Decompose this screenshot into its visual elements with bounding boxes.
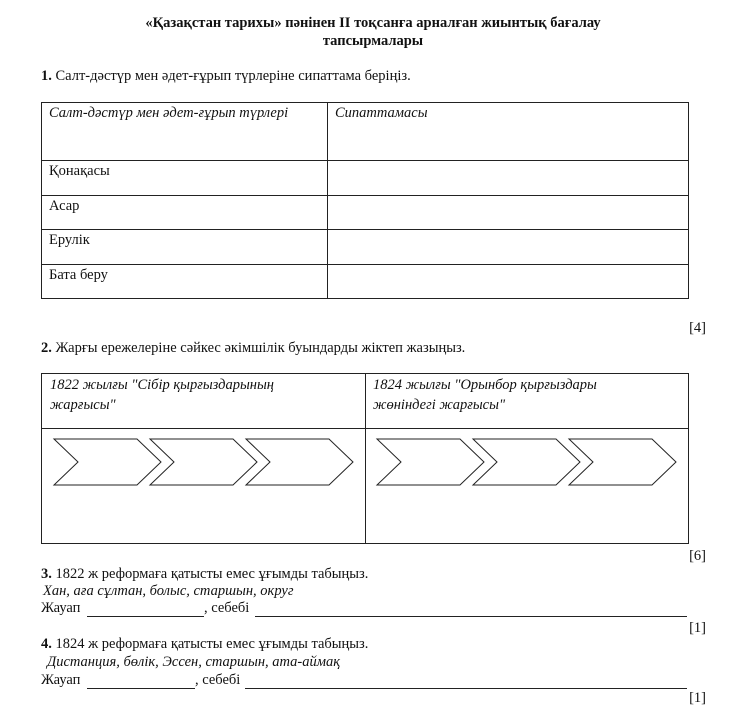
- answer-cell-3[interactable]: [328, 230, 689, 265]
- charter-1822-header: [50, 375, 274, 415]
- question-3-answer-label: Жауап: [41, 600, 81, 616]
- traditions-table: [41, 102, 689, 299]
- question-4-answer-label: Жауап: [41, 672, 81, 688]
- question-3-number: 3.: [41, 566, 52, 582]
- question-1: [41, 68, 411, 85]
- table-header-description: Сипаттамасы: [328, 103, 689, 161]
- table-row-label: Ерулік: [42, 230, 328, 265]
- question-1-number: 1.: [41, 68, 52, 84]
- answer-cell-4[interactable]: [328, 265, 689, 299]
- charter-1824-header-line1: 1824 жылғы "Орынбор қырғыздары: [373, 377, 597, 393]
- table-row-label: Асар: [42, 196, 328, 230]
- chevron-arrow-icon: [246, 439, 353, 485]
- question-4: [41, 636, 368, 653]
- charter-1824-header: [373, 375, 597, 415]
- page-title-line1: «Қазақстан тарихы» пәнінен ІІ тоқсанға арналған жиынтық бағалау: [145, 15, 601, 31]
- answer-line-q3[interactable]: [87, 616, 204, 617]
- table-row-label: Бата беру: [42, 265, 328, 299]
- chevron-chain-1822: [50, 437, 356, 487]
- charter-1822-header-line1: 1822 жылғы "Сібір қырғыздарының: [50, 377, 274, 393]
- chevron-arrow-icon: [377, 439, 484, 485]
- score-q4: [1]: [689, 690, 706, 706]
- charter-1822-header-line2: жарғысы": [50, 397, 116, 413]
- score-q3: [1]: [689, 620, 706, 636]
- chevron-arrow-icon: [54, 439, 161, 485]
- score-q2: [6]: [689, 548, 706, 564]
- table-header-types: Салт-дәстүр мен әдет-ғұрып түрлері: [42, 103, 328, 161]
- question-3-reason-label: , себебі: [204, 600, 250, 616]
- question-2: [41, 340, 465, 357]
- chevron-chain-1824: [373, 437, 679, 487]
- answer-cell-2[interactable]: [328, 196, 689, 230]
- score-q1: [4]: [689, 320, 706, 336]
- question-4-reason-label: , себебі: [195, 672, 241, 688]
- table-divider-horizontal: [42, 428, 688, 429]
- table-divider-vertical: [365, 374, 366, 543]
- chevron-arrow-icon: [473, 439, 580, 485]
- question-2-text: Жарғы ережелеріне сәйкес әкімшілік буындарды жіктеп жазыңыз.: [55, 340, 466, 356]
- reason-line-q3[interactable]: [255, 616, 687, 617]
- chevron-arrow-icon: [569, 439, 676, 485]
- question-1-text: Салт-дәстүр мен әдет-ғұрып түрлеріне сипаттама беріңіз.: [55, 68, 411, 84]
- question-4-number: 4.: [41, 636, 52, 652]
- question-4-options: Дистанция, бөлік, Эссен, старшын, ата-аймақ: [47, 654, 341, 670]
- charter-1824-header-line2: жөніндегі жарғысы": [373, 397, 506, 413]
- question-4-text: 1824 ж реформаға қатысты емес ұғымды табыңыз.: [55, 636, 369, 652]
- answer-cell-1[interactable]: [328, 161, 689, 196]
- page-title-line2: тапсырмалары: [322, 33, 424, 49]
- table-row-label: Қонақасы: [42, 161, 328, 196]
- charter-table: [41, 373, 689, 544]
- reason-line-q4[interactable]: [245, 688, 687, 689]
- question-3-options: Хан, аға сұлтан, болыс, старшын, округ: [43, 583, 294, 599]
- answer-line-q4[interactable]: [87, 688, 195, 689]
- question-3: [41, 566, 368, 583]
- chevron-arrow-icon: [150, 439, 257, 485]
- question-2-number: 2.: [41, 340, 52, 356]
- question-3-text: 1822 ж реформаға қатысты емес ұғымды табыңыз.: [55, 566, 369, 582]
